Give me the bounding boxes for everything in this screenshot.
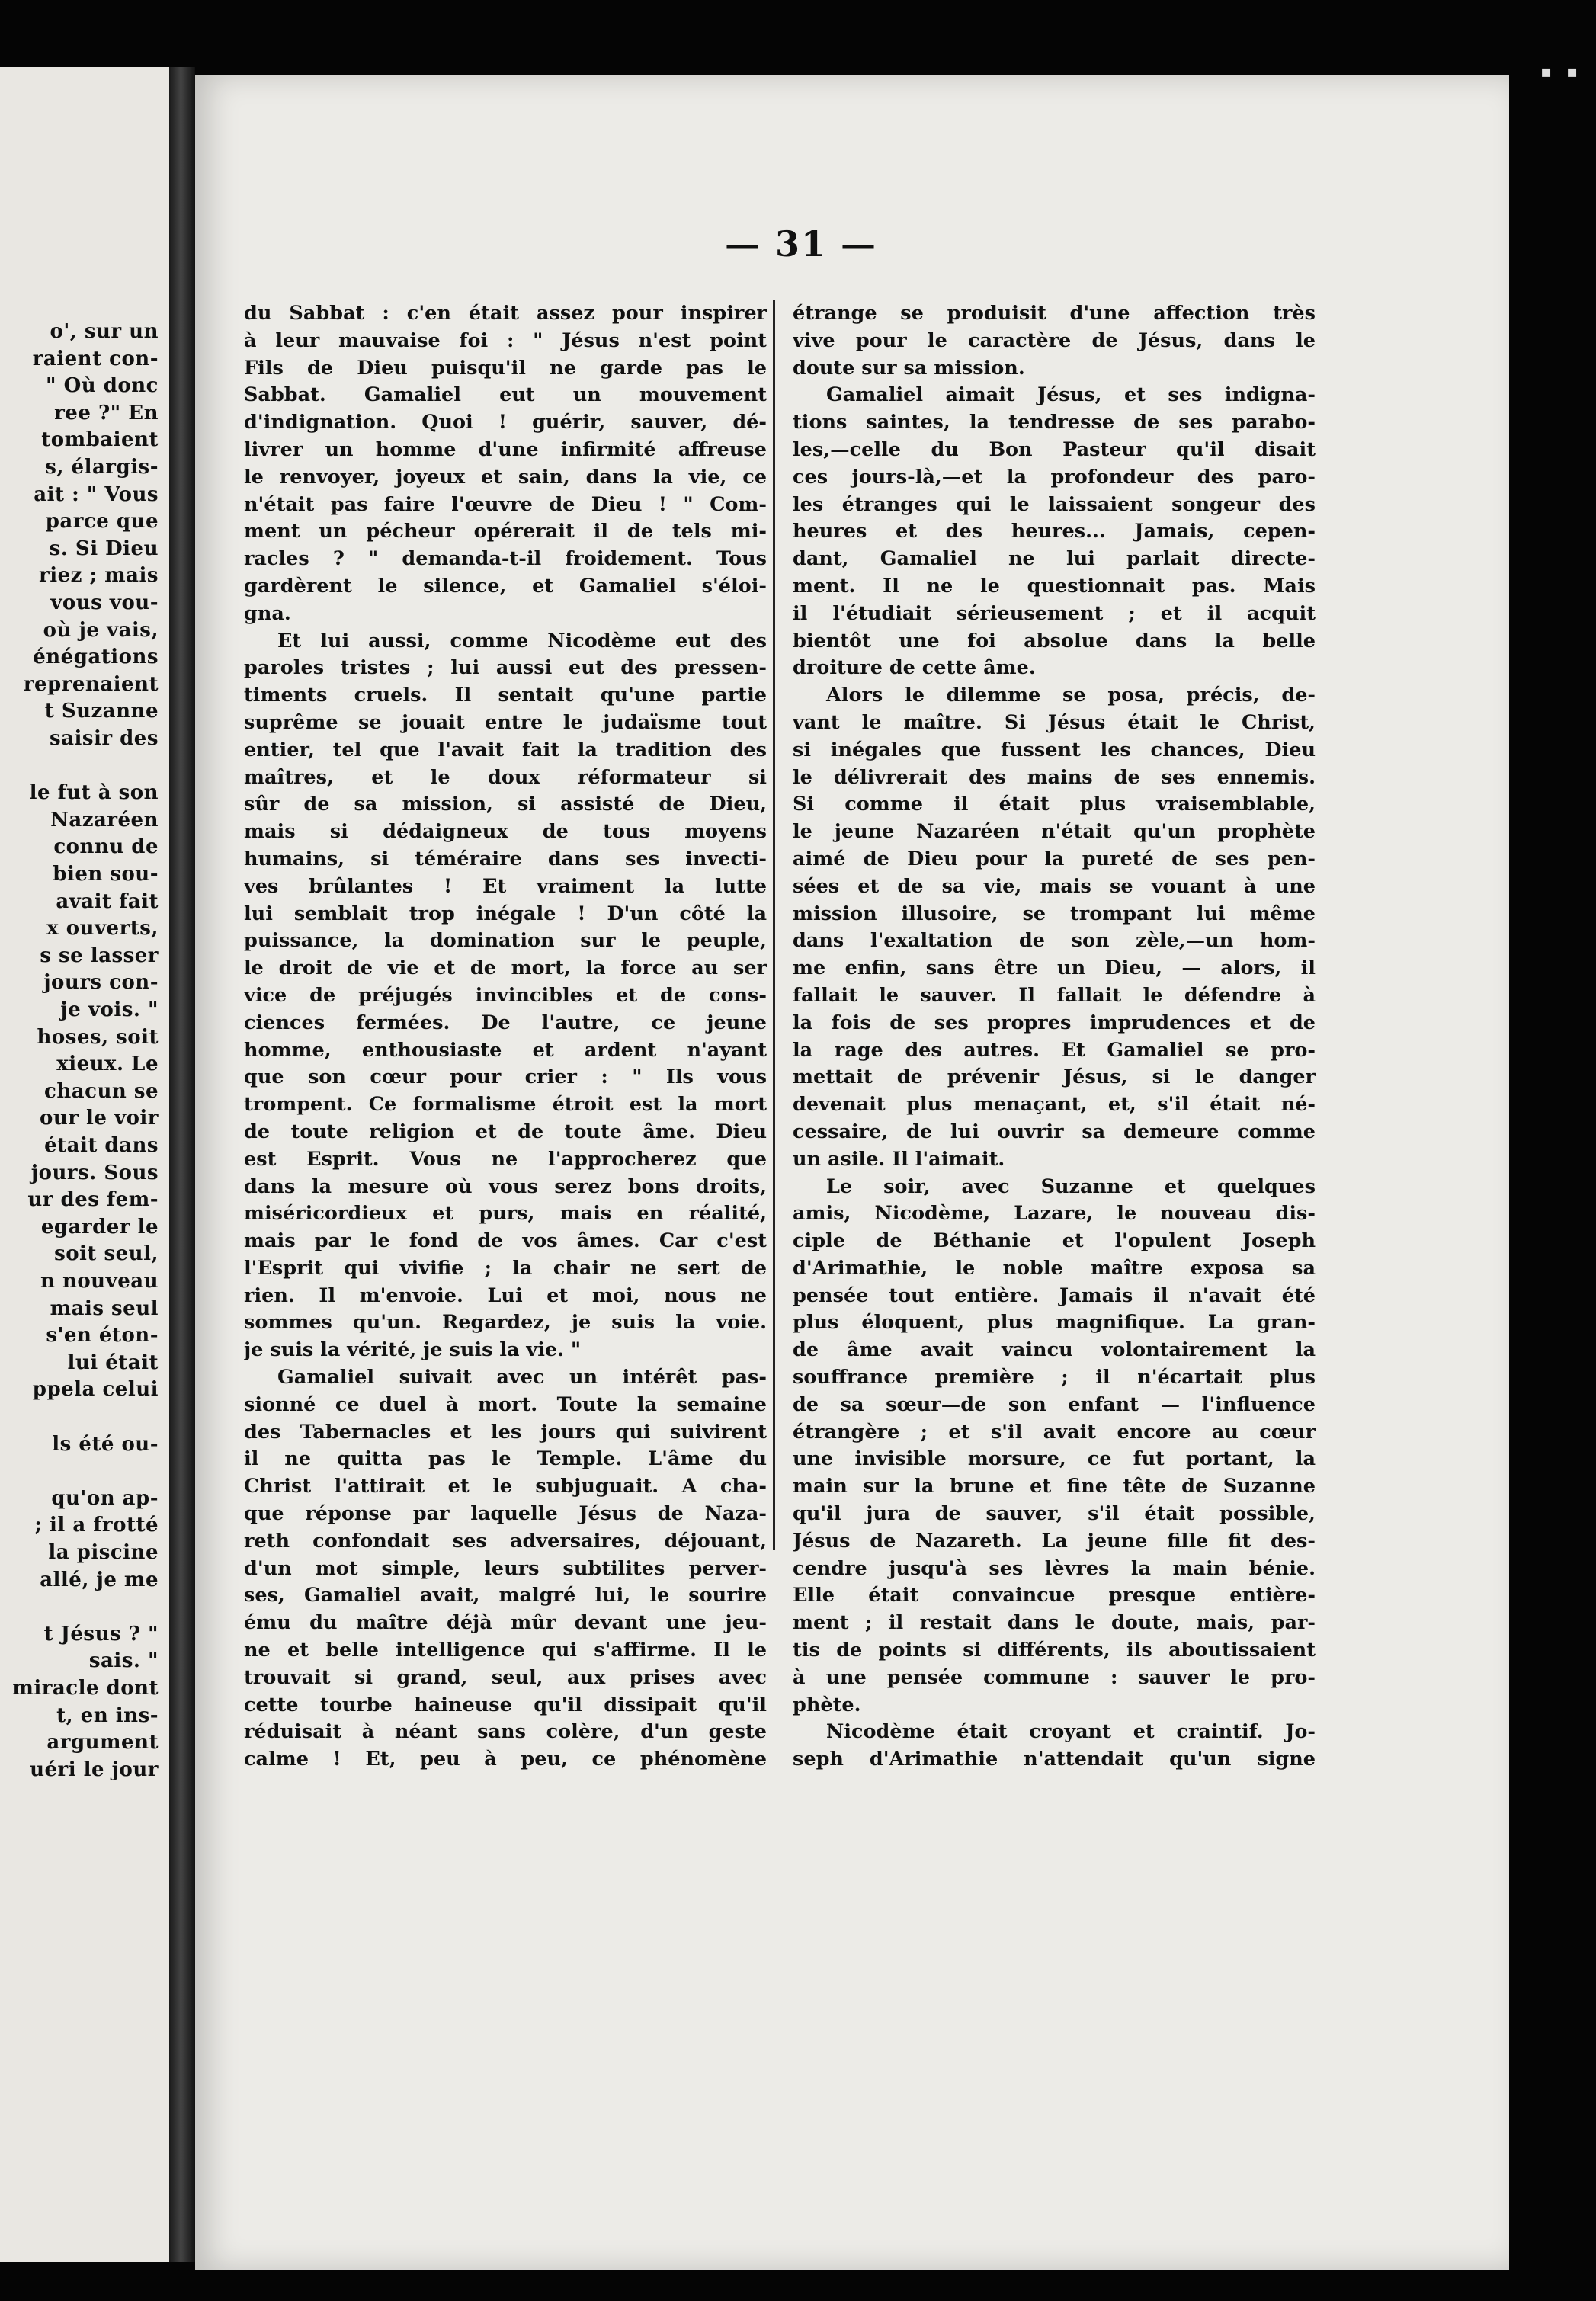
previous-page-line: ; il a frotté [34,1514,159,1537]
right-column-line: ciple de Béthanie et l'opulent Joseph [793,1229,1316,1253]
right-column-line: tions saintes, la tendresse de ses parabo- [793,411,1316,434]
previous-page-line: qu'on ap- [51,1486,159,1510]
previous-page-line: ls été ou- [52,1432,159,1456]
right-column-line: Gamaliel aimait Jésus, et ses indigna- [826,383,1316,407]
right-column-line: il l'étudiait sérieusement ; et il acquit [793,601,1316,625]
right-column-line: les,—celle du Bon Pasteur qu'il disait [793,437,1316,461]
right-column-line: d'Arimathie, le noble maître exposa sa [793,1256,1316,1280]
right-column-line: de âme avait vaincu volontairement la [793,1338,1316,1362]
left-column-line: dans la mesure où vous serez bons droits, [244,1175,767,1198]
left-column-line: Christ l'attirait et le subjuguait. A cha- [244,1475,767,1498]
previous-page-line: chacun se [44,1079,159,1103]
left-column-line: ne et belle intelligence qui s'affirme. Il le [244,1639,767,1662]
left-column-line: que réponse par laquelle Jésus de Naza- [244,1502,767,1526]
right-column-line: dans l'exaltation de son zèle,—un hom- [793,929,1316,953]
left-column-line: maîtres, et le doux réformateur si [244,765,767,789]
right-column-line: mettait de prévenir Jésus, si le danger [793,1066,1316,1089]
previous-page-line: n nouveau [40,1270,159,1293]
left-column-line: Sabbat. Gamaliel eut un mouvement [244,383,767,407]
left-column-line: calme ! Et, peu à peu, ce phénomène [244,1748,767,1771]
column-divider [773,300,775,1550]
left-column-line: puissance, la domination sur le peuple, [244,929,767,953]
right-column-line: Si comme il était plus vraisemblable, [793,793,1316,816]
left-column-line: miséricordieux et purs, mais en réalité, [244,1202,767,1226]
previous-page-line: la piscine [48,1541,159,1564]
left-column-line: vice de préjugés invincibles et de cons- [244,983,767,1007]
previous-page-line: jours con- [43,971,159,995]
left-column-line: paroles tristes ; lui aussi eut des pressen- [244,656,767,680]
left-column-line: humains, si téméraire dans ses invecti- [244,847,767,870]
left-column-line: à leur mauvaise foi : " Jésus n'est point [244,328,767,352]
previous-page-line: ur des fem- [27,1188,159,1212]
left-column-line: le renvoyer, joyeux et sain, dans la vie, ce [244,465,767,489]
previous-page-line: le fut à son [29,781,159,805]
left-column-line: l'Esprit qui vivifie ; la chair ne sert de [244,1256,767,1280]
right-column-line: ment ; il restait dans le doute, mais, par- [793,1611,1316,1635]
right-column-line: Elle était convaincue presque entière- [793,1584,1316,1607]
right-column-line: cendre jusqu'à ses lèvres la main bénie. [793,1556,1316,1580]
previous-page-line: uéri le jour [30,1758,159,1781]
right-column-line: le délivrerait des mains de ses ennemis. [793,765,1316,789]
left-column-line: Gamaliel suivait avec un intérêt pas- [277,1366,767,1389]
previous-page-line: bien sou- [53,863,159,886]
left-column-line: ves brûlantes ! Et vraiment la lutte [244,874,767,898]
left-column-line: ciences fermées. De l'autre, ce jeune [244,1011,767,1034]
left-column-line: ému du maître déjà mûr devant une jeu- [244,1611,767,1635]
left-column-line: entier, tel que l'avait fait la tradition des [244,738,767,761]
previous-page-line: lui était [67,1351,159,1374]
left-column-line: est Esprit. Vous ne l'approcherez que [244,1147,767,1171]
right-column-line: seph d'Arimathie n'attendait qu'un signe [793,1748,1316,1771]
previous-page-line: t, en ins- [56,1703,159,1727]
previous-page-line: Nazaréen [50,808,159,832]
left-column-line: je suis la vérité, je suis la vie. " [244,1338,582,1362]
right-column-line: aimé de Dieu pour la pureté de ses pen- [793,847,1316,870]
right-column-line: étrangère ; et s'il avait encore au cœur [793,1420,1316,1444]
previous-page-line: raient con- [32,347,159,370]
right-column-line: mission illusoire, se trompant lui même [793,902,1316,925]
right-column-line: à une pensée commune : sauver le pro- [793,1665,1316,1689]
left-column-line: Fils de Dieu puisqu'il ne garde pas le [244,356,767,380]
left-column-line: sionné ce duel à mort. Toute la semaine [244,1392,767,1416]
book-gutter [169,67,195,2262]
left-column-line: mais par le fond de vos âmes. Car c'est [244,1229,767,1253]
left-column-line: racles ? " demanda-t-il froidement. Tous [244,547,767,571]
right-column-line: main sur la brune et fine tête de Suzanne [793,1475,1316,1498]
left-column-line: gna. [244,601,291,625]
previous-page-line: connu de [53,835,159,859]
right-column-line: vant le maître. Si Jésus était le Christ, [793,710,1316,734]
previous-page-line: s, élargis- [45,456,159,479]
right-column-line: le jeune Nazaréen n'était qu'un prophète [793,820,1316,844]
corner-marks: ▪ ▪ [1540,62,1582,82]
previous-page-line: mais seul [50,1296,159,1320]
left-column-line: timents cruels. Il sentait qu'une partie [244,684,767,707]
left-column-line: n'était pas faire l'œuvre de Dieu ! " Com- [244,492,767,516]
right-column-line: devenait plus menaçant, et, s'il était né- [793,1093,1316,1117]
left-column [244,300,767,1774]
previous-page-line: vous vou- [50,591,159,614]
right-column-line: plus éloquent, plus magnifique. La gran- [793,1311,1316,1335]
right-column-line: dant, Gamaliel ne lui parlait directe- [793,547,1316,571]
left-column-line: trouvait si grand, seul, aux prises avec [244,1665,767,1689]
right-column-line: ment. Il ne le questionnait pas. Mais [793,574,1316,598]
right-column-line: phète. [793,1693,861,1716]
previous-page-line: soit seul, [54,1242,159,1266]
previous-page-line: ait : " Vous [34,482,159,506]
left-column-line: de toute religion et de toute âme. Dieu [244,1120,767,1143]
previous-page-line: reprenaient [23,672,159,696]
previous-page-line: o', sur un [50,320,159,343]
previous-page-line: s. Si Dieu [49,537,159,560]
right-column-line: la fois de ses propres imprudences et de [793,1011,1316,1034]
right-column-line: les étranges qui le laissaient songeur des [793,492,1316,516]
previous-page-line: hoses, soit [37,1025,159,1049]
right-column-line: étrange se produisit d'une affection très [793,302,1316,325]
previous-page-line: allé, je me [40,1568,159,1591]
previous-page-line: s'en éton- [46,1324,159,1348]
previous-page-line: sais. " [88,1649,159,1673]
right-column-line: cessaire, de lui ouvrir sa demeure comme [793,1120,1316,1143]
left-column-line: trompent. Ce formalisme étroit est la mort [244,1093,767,1117]
right-column-line: vive pour le caractère de Jésus, dans le [793,328,1316,352]
previous-page-line: miracle dont [12,1677,159,1700]
right-column-line: droiture de cette âme. [793,656,1036,680]
left-column-line: des Tabernacles et les jours qui suivirent [244,1420,767,1444]
right-column-line: pensée tout entière. Jamais il n'avait été [793,1283,1316,1307]
previous-page-line: je vois. " [60,998,159,1021]
left-column-line: mais si dédaigneux de tous moyens [244,820,767,844]
left-column-line: réduisait à néant sans colère, d'un geste [244,1720,767,1744]
right-column-line: un asile. Il l'aimait. [793,1147,1005,1171]
right-column-line: la rage des autres. Et Gamaliel se pro- [793,1038,1316,1062]
previous-page-line: t Jésus ? " [43,1622,159,1646]
right-column-line: tis de points si différents, ils aboutissaient [793,1639,1316,1662]
left-column-line: d'indignation. Quoi ! guérir, sauver, dé- [244,411,767,434]
right-column-line: Jésus de Nazareth. La jeune fille fit des- [793,1529,1316,1553]
left-column-line: du Sabbat : c'en était assez pour inspirer [244,302,767,325]
previous-page-line: ppela celui [32,1378,159,1402]
left-column-line: ment un pécheur opérerait il de tels mi- [244,520,767,543]
left-column-line: il ne quitta pas le Temple. L'âme du [244,1447,767,1471]
right-column-line: une invisible morsure, ce fut portant, la [793,1447,1316,1471]
previous-page-line: avait fait [56,889,159,913]
left-column-line: gardèrent le silence, et Gamaliel s'éloi- [244,574,767,598]
right-column-line: Nicodème était croyant et craintif. Jo- [826,1720,1316,1744]
right-column-line: heures et des heures... Jamais, cepen- [793,520,1316,543]
right-column-line: de sa sœur—de son enfant — l'influence [793,1392,1316,1416]
previous-page-line: parce que [45,510,159,534]
right-column-line: Alors le dilemme se posa, précis, de- [826,684,1316,707]
left-column-line: rien. Il m'envoie. Lui et moi, nous ne [244,1283,767,1307]
right-column-line: ces jours-là,—et la profondeur des paro- [793,465,1316,489]
left-column-line: Et lui aussi, comme Nicodème eut des [277,629,767,652]
right-column-line: qu'il jura de sauver, s'il était possible, [793,1502,1316,1526]
previous-page-edge [0,67,169,2262]
previous-page-line: t Suzanne [44,700,159,723]
previous-page-line: saisir des [50,727,159,750]
previous-page-line: egarder le [40,1215,159,1239]
book-page [195,75,1509,2270]
previous-page-line: énégations [33,646,159,669]
right-column-line: doute sur sa mission. [793,356,1025,380]
previous-page-line: jours. Sous [30,1161,159,1184]
left-column-line: homme, enthousiaste et ardent n'ayant [244,1038,767,1062]
previous-page-line: ree ?" En [54,401,159,425]
previous-page-line: riez ; mais [39,564,159,588]
previous-page-line: our le voir [40,1107,159,1130]
page-number: — 31 — [724,223,878,264]
left-column-line: cette tourbe haineuse qu'il dissipait qu'il [244,1693,767,1716]
previous-page-line: s se lasser [40,944,159,967]
right-column-line: amis, Nicodème, Lazare, le nouveau dis- [793,1202,1316,1226]
previous-page-line: où je vais, [43,618,159,642]
right-column-line: souffrance première ; il n'écartait plus [793,1366,1316,1389]
left-column-line: suprême se jouait entre le judaïsme tout [244,710,767,734]
right-column-line: me enfin, sans être un Dieu, — alors, il [793,957,1316,980]
left-column-line: sommes qu'un. Regardez, je suis la voie. [244,1311,767,1335]
left-column-line: sûr de sa mission, si assisté de Dieu, [244,793,767,816]
previous-page-line: " Où donc [46,374,159,398]
left-column-line: que son cœur pour crier : " Ils vous [244,1066,767,1089]
right-column-line: bientôt une foi absolue dans la belle [793,629,1316,652]
left-column-line: ses, Gamaliel avait, malgré lui, le sourire [244,1584,767,1607]
left-column-line: le droit de vie et de mort, la force au ser [244,957,767,980]
previous-page-line: tombaient [41,428,159,452]
right-column-line: si inégales que fussent les chances, Dieu [793,738,1316,761]
left-column-line: d'un mot simple, leurs subtilites perver- [244,1556,767,1580]
previous-page-line: argument [46,1731,159,1755]
right-column [793,300,1316,1774]
left-column-line: lui semblait trop inégale ! D'un côté la [244,902,767,925]
previous-page-line: xieux. Le [56,1053,159,1076]
left-column-line: reth confondait ses adversaires, déjouant, [244,1529,767,1553]
right-column-line: fallait le sauver. Il fallait le défendre à [793,983,1316,1007]
previous-page-line: x ouverts, [46,917,159,941]
previous-page-line: était dans [44,1134,159,1157]
right-column-line: Le soir, avec Suzanne et quelques [826,1175,1316,1198]
left-column-line: livrer un homme d'une infirmité affreuse [244,437,767,461]
right-column-line: sées et de sa vie, mais se vouant à une [793,874,1316,898]
